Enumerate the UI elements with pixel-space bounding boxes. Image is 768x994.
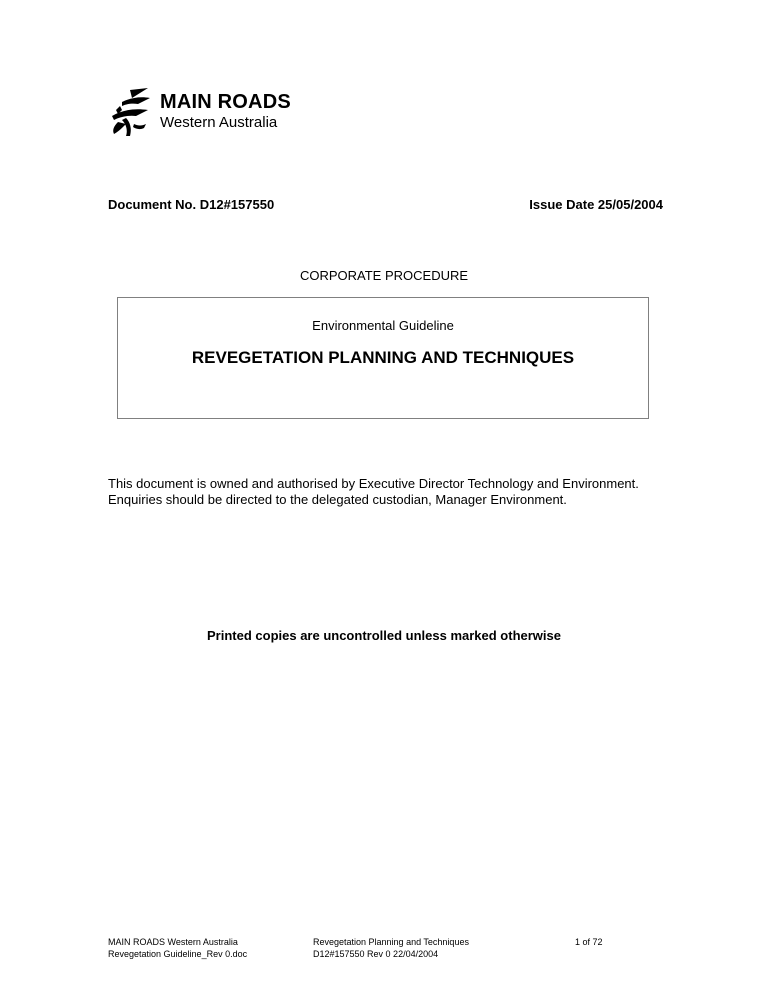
document-title: REVEGETATION PLANNING AND TECHNIQUES xyxy=(191,348,575,367)
footer-filename: Revegetation Guideline_Rev 0.doc xyxy=(108,949,248,959)
footer-revision: D12#157550 Rev 0 22/04/2004 xyxy=(313,949,439,959)
ownership-statement xyxy=(108,476,698,508)
printed-copies-note: Printed copies are uncontrolled unless marked otherwise xyxy=(207,628,561,643)
footer-right xyxy=(575,936,603,948)
footer-organisation: MAIN ROADS Western Australia xyxy=(108,937,238,947)
issue-date: Issue Date 25/05/2004 xyxy=(529,197,663,212)
ownership-line-2: Enquiries should be directed to the delegated custodian, Manager Environment. xyxy=(108,492,567,507)
footer-title: Revegetation Planning and Techniques xyxy=(313,937,469,947)
title-box xyxy=(117,297,649,419)
document-number: Document No. D12#157550 xyxy=(108,197,275,212)
page-number: 1 of 72 xyxy=(575,937,603,947)
main-roads-logo xyxy=(108,84,308,140)
footer-middle xyxy=(313,936,469,960)
footer-left xyxy=(108,936,247,960)
guideline-type: Environmental Guideline xyxy=(312,318,454,333)
logo-name: MAIN ROADS xyxy=(160,91,291,113)
logo-subtitle: Western Australia xyxy=(160,114,278,131)
ownership-line-1: This document is owned and authorised by Executive Director Technology and Environment. xyxy=(108,476,639,491)
main-roads-logo-icon xyxy=(108,84,156,140)
procedure-type: CORPORATE PROCEDURE xyxy=(299,268,469,283)
